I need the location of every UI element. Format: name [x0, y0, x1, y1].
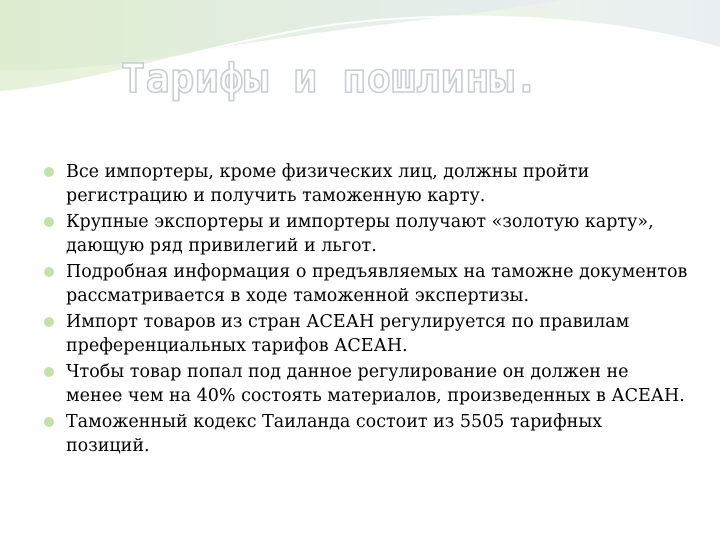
bullet-item	[42, 210, 690, 258]
bullet-icon	[44, 217, 54, 227]
bullet-icon	[44, 267, 54, 277]
bullet-item	[42, 410, 690, 458]
slide-title: Тарифы и пошлины.	[121, 56, 539, 102]
bullet-item	[42, 260, 690, 308]
bullet-icon	[44, 417, 54, 427]
bullet-text: Таможенный кодекс Таиланда состоит из 5505 тарифных позиций.	[66, 412, 603, 456]
bullet-text: Импорт товаров из стран АСЕАН регулируется по правилам преференциальных тарифов АСЕАН.	[66, 312, 630, 356]
bullet-text: Чтобы товар попал под данное регулирование он должен не менее чем на 40% состоять материалов, произведенных в АСЕАН.	[66, 362, 685, 406]
bullet-text: Крупные экспортеры и импортеры получают «золотую карту», дающую ряд привилегий и льгот.	[66, 212, 654, 256]
bullet-text: Подробная информация о предъявляемых на таможне документов рассматривается в ходе таможенной экспертизы.	[66, 262, 688, 306]
bullet-text: Все импортеры, кроме физических лиц, должны пройти регистрацию и получить таможенную карту.	[66, 162, 590, 206]
bullet-icon	[44, 317, 54, 327]
bullet-item	[42, 160, 690, 208]
bullet-list	[42, 160, 690, 460]
bullet-icon	[44, 367, 54, 377]
bullet-item	[42, 360, 690, 408]
bullet-icon	[44, 167, 54, 177]
bullet-item	[42, 310, 690, 358]
